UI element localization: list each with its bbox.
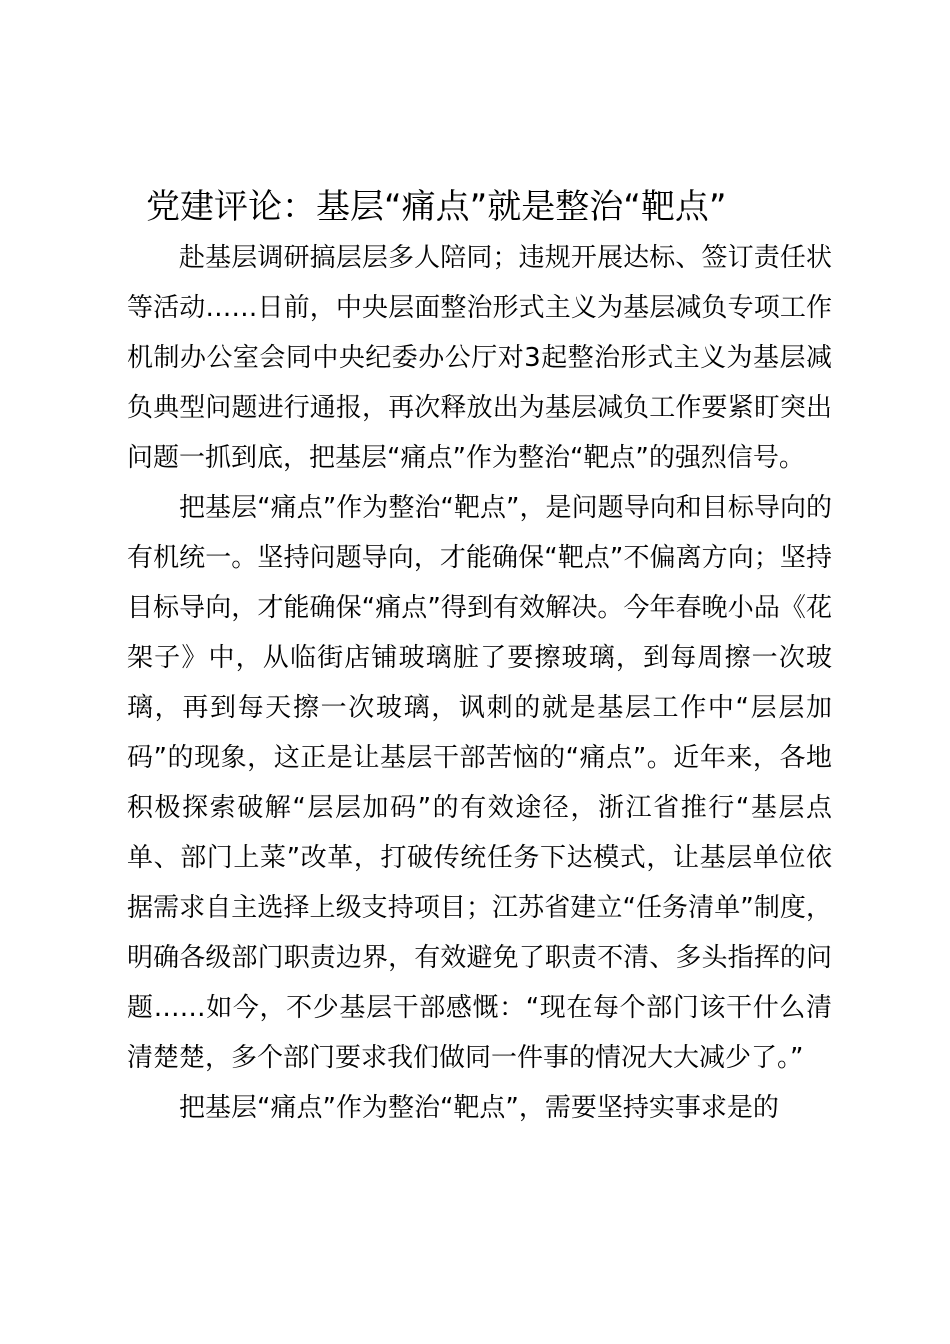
paragraph-3: 把基层“痛点”作为整治“靶点”，需要坚持实事求是的 bbox=[179, 1093, 779, 1123]
document-body bbox=[127, 233, 832, 1133]
paragraph-2: 把基层“痛点”作为整治“靶点”，是问题导向和目标导向的有机统一。坚持问题导向，才能确保“靶点”不偏离方向；坚持目标导向，才能确保“痛点”得到有效解决。今年春晚小品《花架子》中，从临街店铺玻璃脏了要擦玻璃，到每周擦一次玻璃，再到每天擦一次玻璃，讽刺的就是基层工作中“层层加码”的现象，这正是让基层干部苦恼的“痛点”。近年来，各地积极探索破解“层层加码”的有效途径，浙江省推行“基层点单、部门上菜”改革，打破传统任务下达模式，让基层单位依据需求自主选择上级支持项目；江苏省建立“任务清单”制度，明确各级部门职责边界，有效避免了职责不清、多头指挥的问题……如今，不少基层干部感慨：“现在每个部门该干什么清清楚楚，多个部门要求我们做同一件事的情况大大减少了。” bbox=[127, 493, 832, 1073]
paragraph-1: 赴基层调研搞层层多人陪同；违规开展达标、签订责任状等活动……日前，中央层面整治形式主义为基层减负专项工作机制办公室会同中央纪委办公厅对3起整治形式主义为基层减负典型问题进行通报，再次释放出为基层减负工作要紧盯突出问题一抓到底，把基层“痛点”作为整治“靶点”的强烈信号。 bbox=[127, 243, 832, 473]
document-title: 党建评论：基层“痛点”就是整治“靶点” bbox=[146, 187, 727, 227]
